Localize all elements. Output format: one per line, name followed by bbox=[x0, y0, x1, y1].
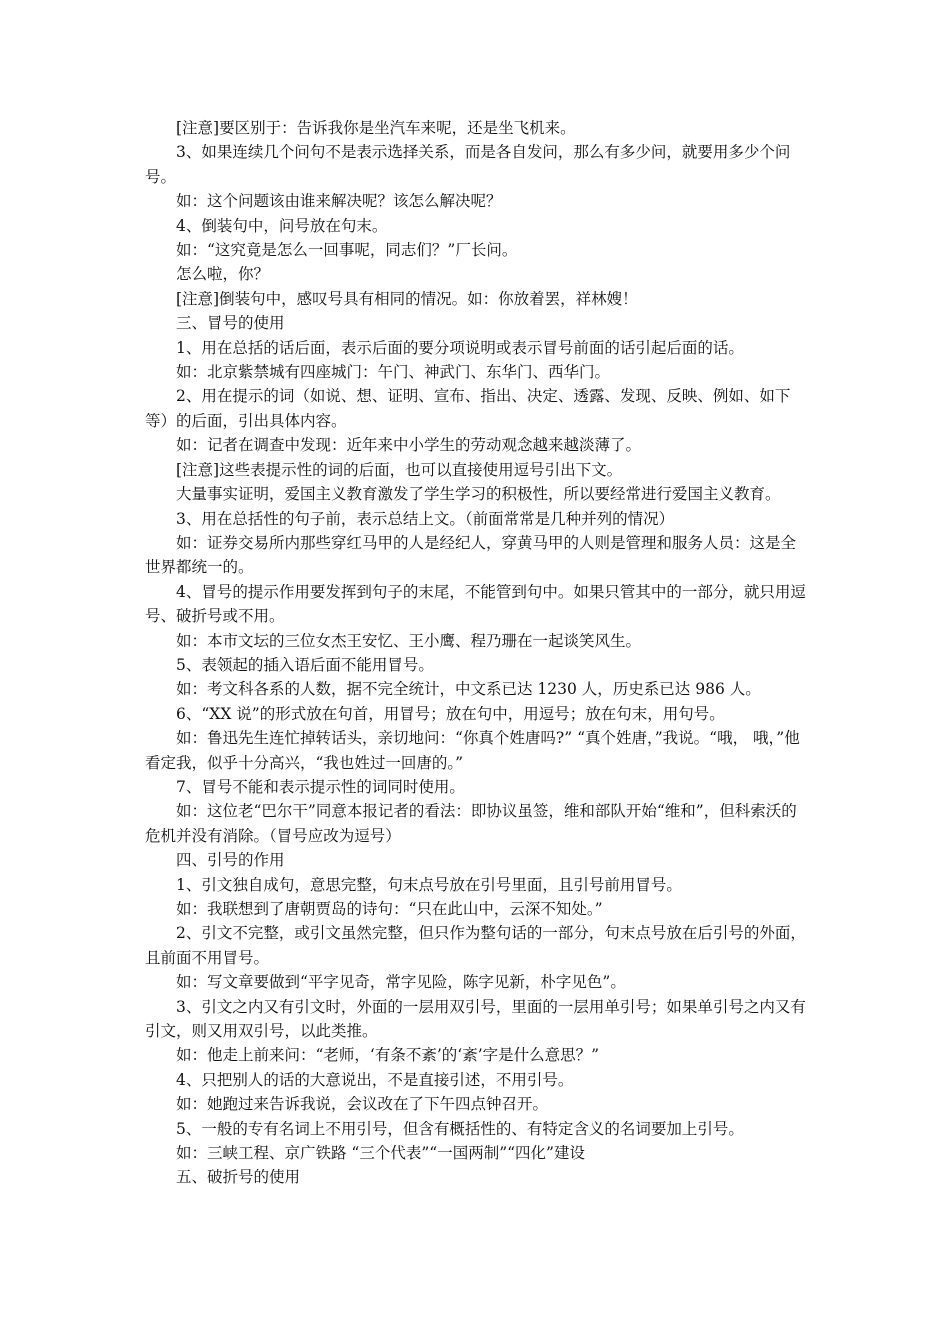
section-heading-colon: 三、冒号的使用 bbox=[176, 314, 285, 333]
paragraph-rule-2-quotes: 2、引文不完整，或引文虽然完整，但只作为整句话的一部分，句末点号放在后引号的外面，且前面不用冒号。 bbox=[145, 924, 806, 967]
paragraph-example: 如：这个问题该由谁来解决呢？该怎么解决呢？ bbox=[176, 192, 502, 211]
paragraph-rule-6-colon: 6、“XX 说”的形式放在句首，用冒号；放在句中，用逗号；放在句末，用句号。 bbox=[176, 704, 725, 723]
paragraph-example: 如：记者在调查中发现：近年来中小学生的劳动观念越来越淡薄了。 bbox=[176, 436, 642, 455]
paragraph-example: 如：北京紫禁城有四座城门：午门、神武门、东华门、西华门。 bbox=[176, 363, 611, 382]
paragraph-rule-5-quotes: 5、一般的专有名词上不用引号，但含有概括性的、有特定含义的名词要加上引号。 bbox=[176, 1119, 744, 1138]
paragraph-rule-1-colon: 1、用在总括的话后面，表示后面的要分项说明或表示冒号前面的话引起后面的话。 bbox=[176, 338, 744, 357]
section-heading-quotation-marks: 四、引号的作用 bbox=[176, 851, 285, 870]
paragraph-example: 如：他走上前来问：“老师，‘有条不紊’的‘紊’字是什么意思？” bbox=[176, 1046, 600, 1065]
paragraph-example: 如：本市文坛的三位女杰王安忆、王小鹰、程乃珊在一起谈笑风生。 bbox=[176, 631, 642, 650]
paragraph-example: 怎么啦，你？ bbox=[176, 265, 270, 284]
paragraph-example: 如：考文科各系的人数，据不完全统计，中文系已达 1230 人，历史系已达 986 人。 bbox=[176, 680, 761, 699]
paragraph-rule-4-colon: 4、冒号的提示作用要发挥到句子的末尾，不能管到句中。如果只管其中的一部分，就只用逗号、破折号或不用。 bbox=[145, 582, 806, 626]
paragraph-note-comma: [注意]这些表提示性的词的后面，也可以直接使用逗号引出下文。 bbox=[176, 460, 623, 479]
paragraph-example: 如：三峡工程、京广铁路 “三个代表”“一国两制”“四化”建设 bbox=[176, 1144, 585, 1163]
paragraph-rule-3-colon: 3、用在总括性的句子前，表示总结上文。（前面常常是几种并列的情况） bbox=[176, 509, 675, 528]
paragraph-rule-4-quotes: 4、只把别人的话的大意说出，不是直接引述，不用引号。 bbox=[176, 1070, 574, 1089]
paragraph-example: 如：我联想到了唐朝贾岛的诗句：“只在此山中，云深不知处。” bbox=[176, 900, 603, 918]
paragraph-rule-3-quotes: 3、引文之内又有引文时，外面的一层用双引号，里面的一层用单引号；如果单引号之内又有引文，则又用双引号，以此类推。 bbox=[145, 997, 806, 1041]
paragraph-example: 如：这位老“巴尔干”同意本报记者的看法：即协议虽签，维和部队开始“维和”，但科索沃的危机并没有消除。（冒号应改为逗号） bbox=[145, 802, 797, 845]
paragraph-note-exclamation: [注意]倒装句中，感叹号具有相同的情况。如：你放着罢，祥林嫂！ bbox=[176, 289, 638, 308]
paragraph-rule-4-question-mark: 4、倒装句中，问号放在句末。 bbox=[176, 216, 388, 235]
paragraph-example: 如：她跑过来告诉我说，会议改在了下午四点钟召开。 bbox=[176, 1095, 549, 1114]
paragraph-note-choice-question: [注意]要区别于：告诉我你是坐汽车来呢，还是坐飞机来。 bbox=[176, 119, 576, 137]
paragraph-rule-7-colon: 7、冒号不能和表示提示性的词同时使用。 bbox=[176, 777, 465, 796]
section-heading-dash: 五、破折号的使用 bbox=[176, 1168, 301, 1187]
paragraph-rule-5-colon: 5、表领起的插入语后面不能用冒号。 bbox=[176, 655, 434, 674]
paragraph-example: 如：“这究竟是怎么一回事呢，同志们？”厂长问。 bbox=[176, 241, 518, 260]
paragraph-rule-1-quotes: 1、引文独自成句，意思完整，句末点号放在引号里面，且引号前用冒号。 bbox=[176, 875, 682, 894]
paragraph-example: 如：写文章要做到“平字见奇，常字见险，陈字见新，朴字见色”。 bbox=[176, 973, 626, 992]
paragraph-example: 如：鲁迅先生连忙掉转话头，亲切地问：“你真个姓唐吗?” “真个姓唐，”我说。“哦， 哦，”他看定我，似乎十分高兴，“我也姓过一回唐的。” bbox=[145, 729, 800, 772]
document-body bbox=[145, 116, 808, 1190]
paragraph-example: 大量事实证明，爱国主义教育激发了学生学习的积极性，所以要经常进行爱国主义教育。 bbox=[176, 485, 781, 504]
paragraph-rule-3-question-mark: 3、如果连续几个问句不是表示选择关系，而是各自发问，那么有多少问，就要用多少个问号。 bbox=[145, 143, 791, 186]
paragraph-example: 如：证券交易所内那些穿红马甲的人是经纪人，穿黄马甲的人则是管理和服务人员：这是全世界都统一的。 bbox=[145, 533, 797, 577]
paragraph-rule-2-colon: 2、用在提示的词（如说、想、证明、宣布、指出、决定、透露、发现、反映、例如、如下等）的后面，引出具体内容。 bbox=[145, 387, 791, 430]
